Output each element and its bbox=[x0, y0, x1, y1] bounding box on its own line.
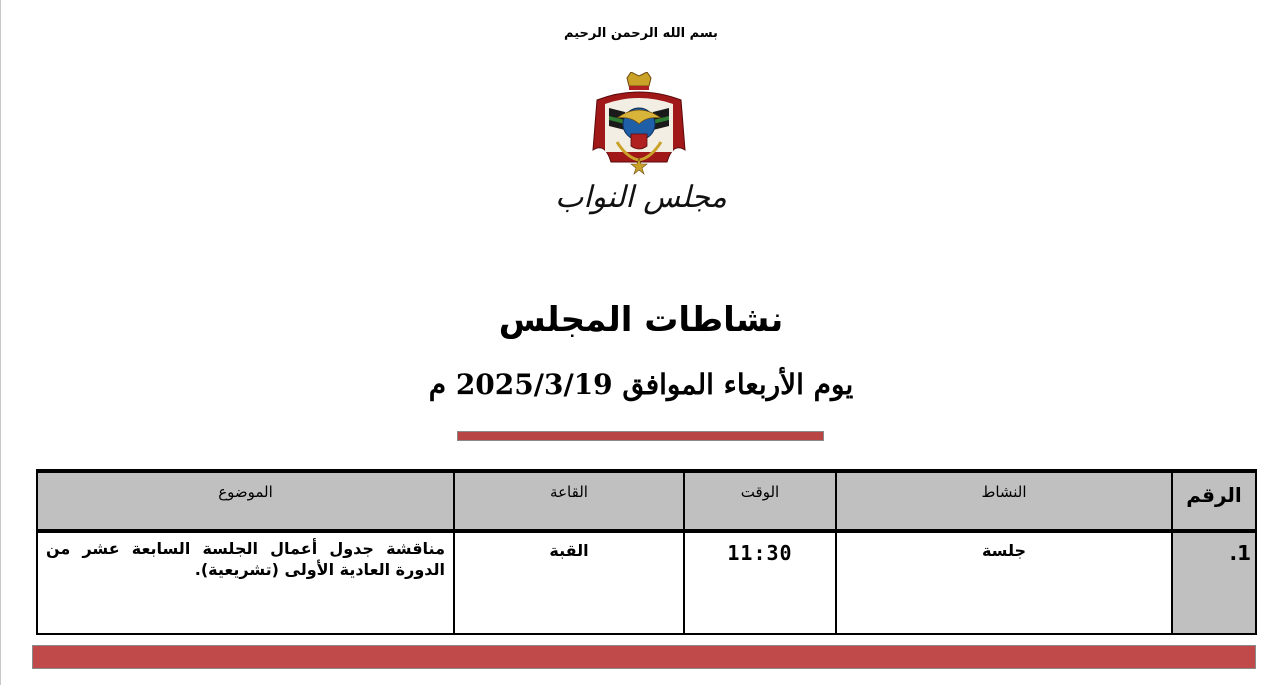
table-header-row bbox=[37, 471, 1256, 531]
header-number: الرقم bbox=[1172, 471, 1256, 531]
row-subject: مناقشة جدول أعمال الجلسة السابعة عشر من الدورة العادية الأولى (تشريعية). bbox=[37, 531, 454, 634]
basmala: بسم الله الرحمن الرحيم bbox=[564, 26, 718, 41]
footer-divider bbox=[32, 645, 1256, 669]
council-logo-text: مجلس النواب bbox=[555, 180, 727, 215]
title-divider bbox=[457, 431, 824, 441]
page-title: نشاطات المجلس bbox=[498, 300, 784, 340]
row-time: 11:30 bbox=[684, 531, 836, 634]
table-row bbox=[37, 531, 1256, 634]
header-activity: النشاط bbox=[836, 471, 1172, 531]
coat-of-arms-icon bbox=[587, 72, 691, 178]
row-hall: القبة bbox=[454, 531, 684, 634]
row-number: 1. bbox=[1172, 531, 1256, 634]
activities-table bbox=[36, 469, 1257, 635]
header-subject: الموضوع bbox=[37, 471, 454, 531]
row-activity: جلسة bbox=[836, 531, 1172, 634]
date-line: يوم الأربعاء الموافق 2025/3/19 م bbox=[428, 368, 854, 401]
header-hall: القاعة bbox=[454, 471, 684, 531]
header-time: الوقت bbox=[684, 471, 836, 531]
